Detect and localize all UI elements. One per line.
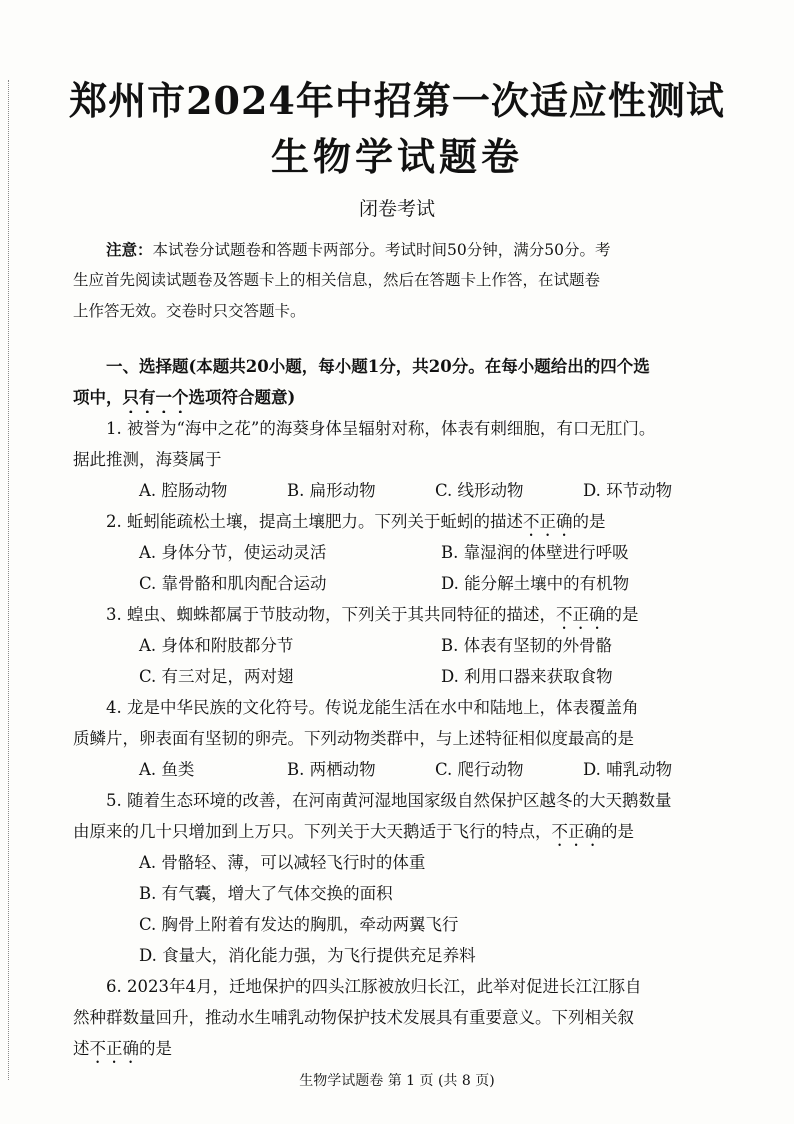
section-heading-cont: 项中，只有一个选项符合题意) bbox=[73, 388, 296, 407]
option: A. 身体分节，使运动灵活 bbox=[139, 543, 327, 562]
question-6-stem-cont: 然种群数量回升，推动水生哺乳动物保护技术发展具有重要意义。下列相关叙 bbox=[73, 1008, 634, 1027]
binding-margin-line bbox=[8, 80, 9, 1080]
section-heading: 一、选择题(本题共20小题，每小题1分，共20分。在每小题给出的四个选 bbox=[106, 357, 650, 376]
option: B. 靠湿润的体壁进行呼吸 bbox=[441, 543, 629, 562]
option: C. 爬行动物 bbox=[435, 760, 524, 779]
option: B. 有气囊，增大了气体交换的面积 bbox=[139, 884, 393, 903]
option: B. 扁形动物 bbox=[287, 481, 376, 500]
option: B. 两栖动物 bbox=[287, 760, 376, 779]
option: D. 环节动物 bbox=[583, 481, 673, 500]
option: C. 靠骨骼和肌肉配合运动 bbox=[139, 574, 327, 593]
question-2-options-row1 bbox=[73, 537, 763, 568]
question-5-stem-cont: 由原来的几十只增加到上万只。下列关于大天鹅适于飞行的特点，不正确的是 bbox=[73, 822, 634, 841]
option: D. 利用口器来获取食物 bbox=[441, 667, 613, 686]
question-3-options-row1 bbox=[73, 630, 763, 661]
option: B. 体表有坚韧的外骨骼 bbox=[441, 636, 613, 655]
option: C. 胸骨上附着有发达的胸肌，牵动两翼飞行 bbox=[139, 915, 459, 934]
option: A. 身体和附肢都分节 bbox=[139, 636, 294, 655]
exam-mode: 闭卷考试 bbox=[358, 198, 435, 220]
question-4-stem-cont: 质鳞片，卵表面有坚韧的卵壳。下列动物类群中，与上述特征相似度最高的是 bbox=[73, 729, 634, 748]
page-footer: 生物学试题卷 第 1 页 (共 8 页) bbox=[299, 1073, 495, 1089]
option: C. 有三对足，两对翅 bbox=[139, 667, 294, 686]
option: D. 哺乳动物 bbox=[583, 760, 673, 779]
question-2-stem: 2. 蚯蚓能疏松土壤，提高土壤肥力。下列关于蚯蚓的描述不正确的是 bbox=[106, 512, 606, 531]
option: D. 食量大，消化能力强，为飞行提供充足养料 bbox=[139, 946, 476, 965]
question-4-options bbox=[73, 754, 763, 785]
option: A. 鱼类 bbox=[139, 760, 195, 779]
question-4-stem: 4. 龙是中华民族的文化符号。传说龙能生活在水中和陆地上，体表覆盖角 bbox=[106, 698, 639, 717]
notice-line-1: 注意：本试卷分试题卷和答题卡两部分。考试时间50分钟，满分50分。考 bbox=[106, 240, 611, 259]
option: A. 骨骼轻、薄，可以减轻飞行时的体重 bbox=[139, 853, 426, 872]
question-1-stem: 1. 被誉为“海中之花”的海葵身体呈辐射对称，体表有刺细胞，有口无肛门。 bbox=[106, 419, 656, 438]
option: A. 腔肠动物 bbox=[139, 481, 228, 500]
notice-label: 注意： bbox=[106, 240, 153, 259]
option: D. 能分解土壤中的有机物 bbox=[441, 574, 630, 593]
question-2-options-row2 bbox=[73, 568, 763, 599]
notice-line-3: 上作答无效。交卷时只交答题卡。 bbox=[73, 302, 306, 320]
question-5-stem: 5. 随着生态环境的改善，在河南黄河湿地国家级自然保护区越冬的大天鹅数量 bbox=[106, 791, 672, 810]
notice-line-2: 生应首先阅读试题卷及答题卡上的相关信息，然后在答题卡上作答，在试题卷 bbox=[73, 271, 601, 289]
option: C. 线形动物 bbox=[435, 481, 524, 500]
question-1-options bbox=[73, 475, 763, 506]
exam-title: 郑州市2024年中招第一次适应性测试 bbox=[69, 78, 725, 123]
exam-subject-title: 生物学试题卷 bbox=[270, 134, 523, 179]
question-3-options-row2 bbox=[73, 661, 763, 692]
exam-content bbox=[73, 234, 763, 1064]
question-6-stem-cont2: 述不正确的是 bbox=[73, 1039, 172, 1058]
question-6-stem: 6. 2023年4月，迁地保护的四头江豚被放归长江，此举对促进长江江豚自 bbox=[106, 977, 642, 996]
question-1-stem-cont: 据此推测，海葵属于 bbox=[73, 450, 222, 469]
question-3-stem: 3. 蝗虫、蜘蛛都属于节肢动物，下列关于其共同特征的描述，不正确的是 bbox=[106, 605, 639, 624]
